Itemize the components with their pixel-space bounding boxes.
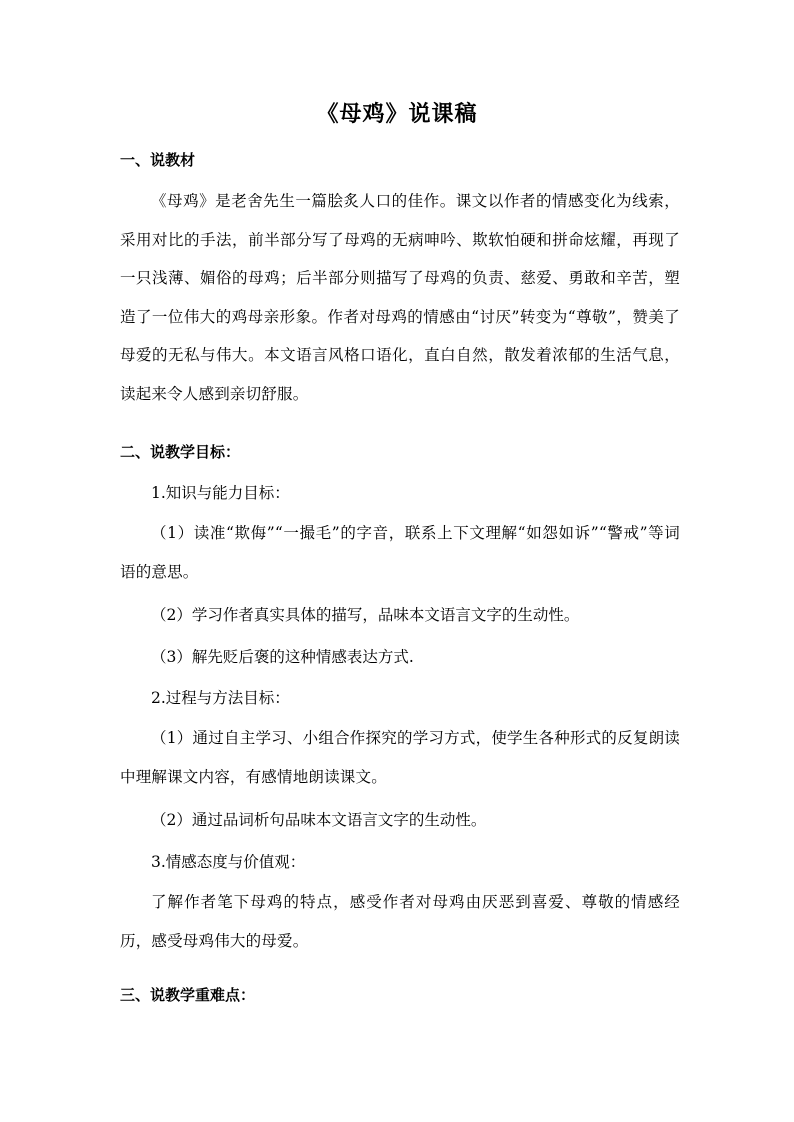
goal-knowledge-item-3: （3）解先贬后褒的这种情感表达方式. xyxy=(151,648,414,666)
goal-emotion-item-1: 了解作者笔下母鸡的特点，感受作者对母鸡由厌恶到喜爱、尊敬的情感经历，感受母鸡伟大的母爱。 xyxy=(120,893,680,950)
goal-process-method-title: 2.过程与方法目标： xyxy=(151,689,290,707)
paragraph-textbook: 《母鸡》是老舍先生一篇脍炙人口的佳作。课文以作者的情感变化为线索，采用对比的手法，前半部分写了母鸡的无病呻吟、欺软怕硬和拼命炫耀，再现了一只浅薄、媚俗的母鸡；后半部分则描写了母鸡的负责、慈爱、勇敢和辛苦，塑造了一位伟大的鸡母亲形象。作者对母鸡的情感由“讨厌”转变为“尊敬”，赞美了母爱的无私与伟大。本文语言风格口语化，直白自然，散发着浓郁的生活气息，读起来令人感到亲切舒服。 xyxy=(120,192,680,403)
goal-process-item-1: （1）通过自主学习、小组合作探究的学习方式，使学生各种形式的反复朗读中理解课文内容，有感情地朗读课文。 xyxy=(120,729,680,786)
goal-emotion-values-title: 3.情感态度与价值观： xyxy=(151,853,306,871)
goal-knowledge-ability-title: 1.知识与能力目标： xyxy=(151,484,290,502)
section-heading-textbook: 一、说教材 xyxy=(120,151,196,169)
goal-knowledge-item-2: （2）学习作者真实具体的描写，品味本文语言文字的生动性。 xyxy=(151,606,580,624)
document-title: 《母鸡》说课稿 xyxy=(316,102,478,127)
section-heading-key-difficult-points: 三、说教学重难点： xyxy=(120,986,256,1004)
goal-process-item-2: （2）通过品词析句品味本文语言文字的生动性。 xyxy=(151,811,487,829)
section-heading-teaching-goals: 二、说教学目标： xyxy=(120,443,241,461)
goal-knowledge-item-1: （1）读准“欺侮”“一撮毛”的字音，联系上下文理解“如怨如诉”“警戒”等词语的意思。 xyxy=(120,524,680,581)
